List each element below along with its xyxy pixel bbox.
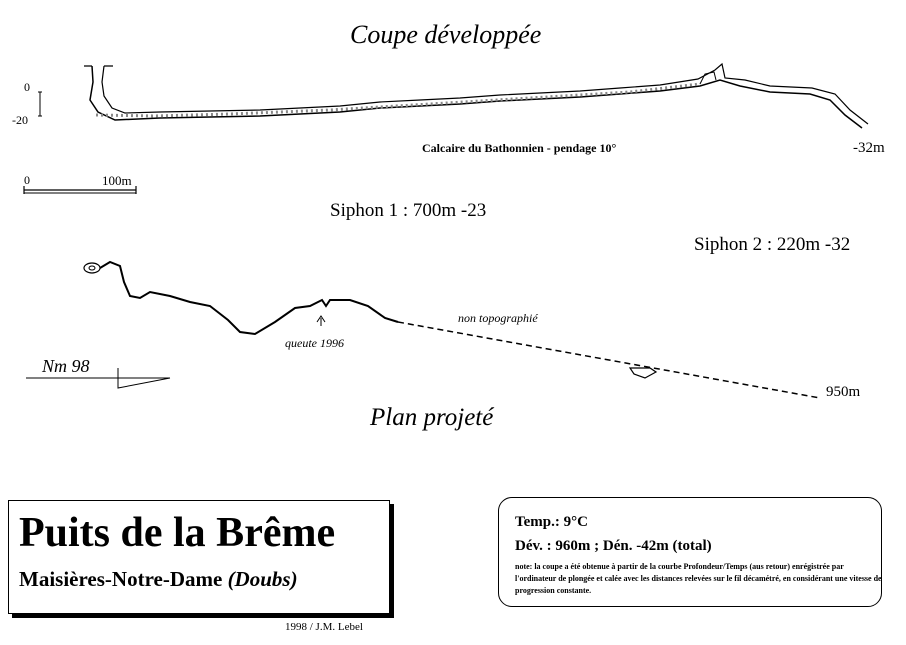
temperature: Temp.: 9°C xyxy=(515,514,588,530)
location-name: Maisières-Notre-Dame xyxy=(19,567,223,591)
plan-gallery xyxy=(84,262,820,398)
siphon2-pocket xyxy=(630,368,656,378)
depth-label-0: 0 xyxy=(24,80,30,94)
dev-den-stats: Dév. : 960m ; Dén. -42m (total) xyxy=(515,538,712,554)
siphon1-label: Siphon 1 : 700m -23 xyxy=(330,200,487,221)
method-note: note: la coupe a été obtenue à partir de la courbe Profondeur/Temps (aus retour) enrégistrée par l'ordinateur de plongée et calée avec les distances relevées sur le fil décamétré, en considérant une vitesse de progression constante. xyxy=(515,562,882,595)
section-title: Coupe développée xyxy=(350,20,542,49)
queute-label: queute 1996 xyxy=(285,336,344,350)
distance-label: 950m xyxy=(826,384,861,400)
scale-end: 100m xyxy=(102,173,132,188)
non-topo-label: non topographié xyxy=(458,311,538,325)
geology-label: Calcaire du Bathonnien - pendage 10° xyxy=(422,141,617,155)
info-box xyxy=(498,497,882,607)
depth-scale xyxy=(38,92,42,116)
siphon2-label: Siphon 2 : 220m -32 xyxy=(694,234,851,255)
title-box xyxy=(8,500,390,614)
region-name: (Doubs) xyxy=(227,567,298,591)
north-label: Nm 98 xyxy=(42,356,90,376)
section-gallery xyxy=(84,64,868,128)
end-depth-label: -32m xyxy=(853,140,885,156)
scale-start: 0 xyxy=(24,173,30,187)
plan-entrance-shaft xyxy=(84,263,100,273)
plan-title: Plan projeté xyxy=(370,404,494,431)
depth-label-20: -20 xyxy=(12,113,28,127)
location-line xyxy=(19,567,298,592)
credit: 1998 / J.M. Lebel xyxy=(285,621,363,633)
cave-name: Puits de la Brême xyxy=(19,510,336,556)
